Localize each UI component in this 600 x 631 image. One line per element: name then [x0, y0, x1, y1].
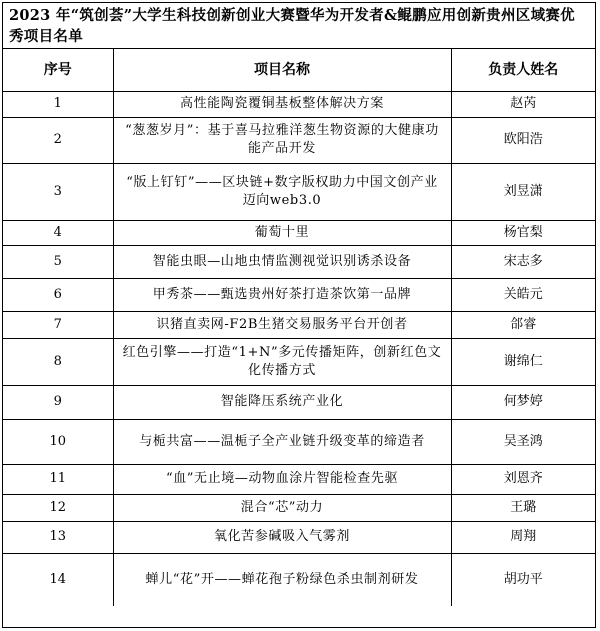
- table-row: [3, 117, 595, 163]
- table-row: [3, 278, 595, 311]
- row-leader-name: 欧阳浩: [451, 117, 595, 163]
- row-project-name: 与栀共富——温栀子全产业链升级变革的缔造者: [113, 419, 451, 464]
- table-row: [3, 220, 595, 245]
- row-index: 11: [3, 464, 113, 494]
- row-leader-name: 杨官梨: [451, 220, 595, 245]
- project-table: [3, 49, 595, 606]
- row-index: 10: [3, 419, 113, 464]
- row-leader-name: 周翔: [451, 521, 595, 553]
- row-project-name: 葡萄十里: [113, 220, 451, 245]
- table-row: [3, 464, 595, 494]
- table-row: [3, 163, 595, 220]
- table-row: [3, 338, 595, 385]
- header-index: 序号: [3, 49, 113, 91]
- row-project-name: 红色引擎——打造“1+N”多元传播矩阵，创新红色文化传播方式: [113, 338, 451, 385]
- table-row: [3, 494, 595, 521]
- row-leader-name: 宋志多: [451, 245, 595, 278]
- row-index: 3: [3, 163, 113, 220]
- row-index: 1: [3, 91, 113, 117]
- row-project-name: 甲秀茶——甄选贵州好茶打造茶饮第一品牌: [113, 278, 451, 311]
- row-leader-name: 王璐: [451, 494, 595, 521]
- table-row: [3, 553, 595, 606]
- row-index: 9: [3, 385, 113, 419]
- row-leader-name: 郃睿: [451, 311, 595, 338]
- row-leader-name: 赵芮: [451, 91, 595, 117]
- table-row: [3, 245, 595, 278]
- table-row: [3, 521, 595, 553]
- document-sheet: [2, 2, 596, 628]
- document-title: 2023 年“筑创荟”大学生科技创新创业大赛暨华为开发者&鲲鹏应用创新贵州区域赛优秀项目名单: [3, 3, 595, 49]
- row-index: 8: [3, 338, 113, 385]
- row-index: 6: [3, 278, 113, 311]
- row-leader-name: 吴圣鸿: [451, 419, 595, 464]
- row-leader-name: 刘昱潇: [451, 163, 595, 220]
- table-row: [3, 385, 595, 419]
- row-leader-name: 关皓元: [451, 278, 595, 311]
- table-header-row: [3, 49, 595, 91]
- row-index: 4: [3, 220, 113, 245]
- row-leader-name: 谢绵仁: [451, 338, 595, 385]
- row-project-name: 识猪直卖网-F2B生猪交易服务平台开创者: [113, 311, 451, 338]
- row-project-name: 智能降压系统产业化: [113, 385, 451, 419]
- row-index: 5: [3, 245, 113, 278]
- row-project-name: 氧化苦参碱吸入气雾剂: [113, 521, 451, 553]
- row-index: 12: [3, 494, 113, 521]
- row-project-name: 蝉儿“花”开——蝉花孢子粉绿色杀虫制剂研发: [113, 553, 451, 606]
- table-row: [3, 91, 595, 117]
- header-project: 项目名称: [113, 49, 451, 91]
- row-project-name: “葱葱岁月”：基于喜马拉雅洋葱生物资源的大健康功能产品开发: [113, 117, 451, 163]
- row-project-name: “血”无止境—动物血涂片智能检查先驱: [113, 464, 451, 494]
- row-leader-name: 刘恩齐: [451, 464, 595, 494]
- row-project-name: 高性能陶瓷覆铜基板整体解决方案: [113, 91, 451, 117]
- row-index: 13: [3, 521, 113, 553]
- row-project-name: 混合“芯”动力: [113, 494, 451, 521]
- row-index: 2: [3, 117, 113, 163]
- header-leader: 负责人姓名: [451, 49, 595, 91]
- row-project-name: “版上钉钉”——区块链+数字版权助力中国文创产业迈向web3.0: [113, 163, 451, 220]
- row-index: 14: [3, 553, 113, 606]
- table-row: [3, 311, 595, 338]
- row-leader-name: 何梦婷: [451, 385, 595, 419]
- row-project-name: 智能虫眼—山地虫情监测视觉识别诱杀设备: [113, 245, 451, 278]
- row-index: 7: [3, 311, 113, 338]
- row-leader-name: 胡功平: [451, 553, 595, 606]
- table-row: [3, 419, 595, 464]
